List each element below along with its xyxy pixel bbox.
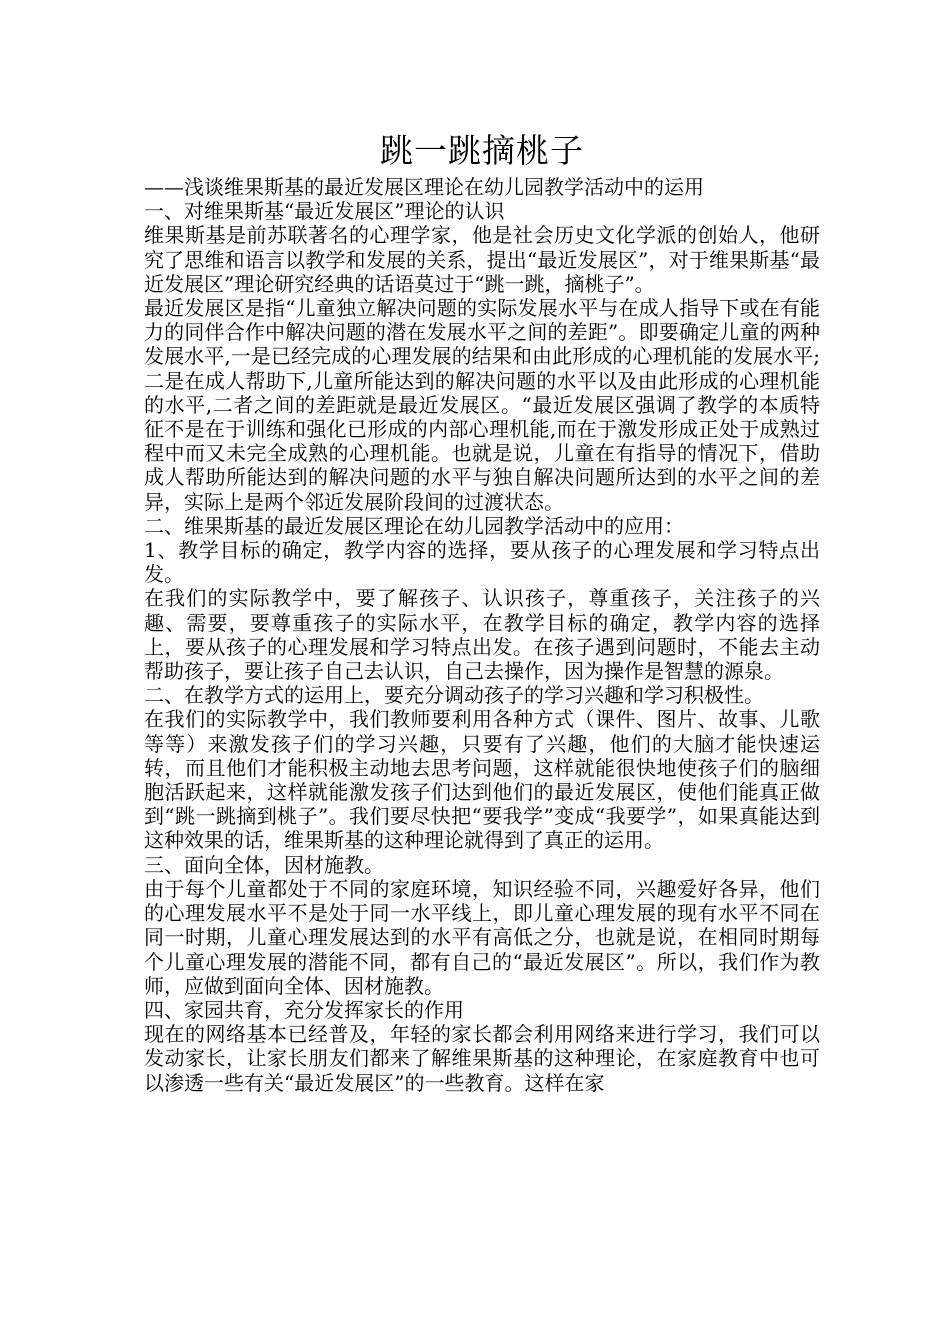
section-heading: 二、维果斯基的最近发展区理论在幼儿园教学活动中的应用：: [144, 513, 684, 538]
body-paragraph: 现在的网络基本已经普及，年轻的家长都会利用网络来进行学习，我们可以发动家长，让家长朋友们都来了解维果斯基的这种理论，在家庭教育中也可以渗透一些有关“最近发展区”的一些教育。这样在家: [144, 1022, 820, 1095]
section-heading: 1、教学目标的确定，教学内容的选择，要从孩子的心理发展和学习特点出发。: [144, 538, 820, 587]
section-heading: 一、对维果斯基“最近发展区”理论的认识: [144, 199, 505, 224]
body-paragraph: 由于每个儿童都处于不同的家庭环境，知识经验不同，兴趣爱好各异，他们的心理发展水平不是处于同一水平线上，即儿童心理发展的现有水平不同在同一时期，儿童心理发展达到的水平有高低之分，也就是说，在相同时期每个儿童心理发展的潜能不同，都有自己的“最近发展区”。所以，我们作为教师，应做到面向全体、因材施教。: [144, 876, 820, 998]
document-title: 跳一跳摘桃子: [380, 131, 584, 170]
body-paragraph: 最近发展区是指“儿童独立解决问题的实际发展水平与在成人指导下或在有能力的同伴合作中解决问题的潜在发展水平之间的差距”。即要确定儿童的两种发展水平,一是已经完成的心理发展的结果和由此形成的心理机能的发展水平;二是在成人帮助下,儿童所能达到的解决问题的水平以及由此形成的心理机能的水平,二者之间的差距就是最近发展区。“最近发展区强调了教学的本质特征不是在于训练和强化已形成的内部心理机能,而在于激发形成正处于成熟过程中而又未完全成熟的心理机能。也就是说，儿童在有指导的情况下，借助成人帮助所能达到的解决问题的水平与独自解决问题所达到的水平之间的差异，实际上是两个邻近发展阶段间的过渡状态。: [144, 296, 820, 514]
document-body: [144, 199, 820, 1095]
document-subtitle: ——浅谈维果斯基的最近发展区理论在幼儿园教学活动中的运用: [144, 175, 704, 199]
section-heading: 二、在教学方式的运用上，要充分调动孩子的学习兴趣和学习积极性。: [144, 683, 764, 708]
body-paragraph: 在我们的实际教学中，要了解孩子、认识孩子，尊重孩子，关注孩子的兴趣、需要，要尊重孩子的实际水平，在教学目标的确定，教学内容的选择上，要从孩子的心理发展和学习特点出发。在孩子遇到问题时，不能去主动帮助孩子，要让孩子自己去认识，自己去操作，因为操作是智慧的源泉。: [144, 586, 820, 684]
document-page: [144, 127, 820, 1095]
body-paragraph: 在我们的实际教学中，我们教师要利用各种方式（课件、图片、故事、儿歌等等）来激发孩子们的学习兴趣，只要有了兴趣，他们的大脑才能快速运转，而且他们才能积极主动地去思考问题，这样就能很快地使孩子们的脑细胞活跃起来，这样就能激发孩子们达到他们的最近发展区，使他们能真正做到“跳一跳摘到桃子”。我们要尽快把“要我学”变成“我要学”，如果真能达到这种效果的话，维果斯基的这种理论就得到了真正的运用。: [144, 707, 820, 853]
section-heading: 四、家园共育，充分发挥家长的作用: [144, 997, 464, 1022]
body-paragraph: 维果斯基是前苏联著名的心理学家，他是社会历史文化学派的创始人，他研究了思维和语言以教学和发展的关系，提出“最近发展区”，对于维果斯基“最近发展区”理论研究经典的话语莫过于“跳一跳，摘桃子”。: [144, 223, 820, 296]
section-heading: 三、面向全体，因材施教。: [144, 852, 384, 877]
